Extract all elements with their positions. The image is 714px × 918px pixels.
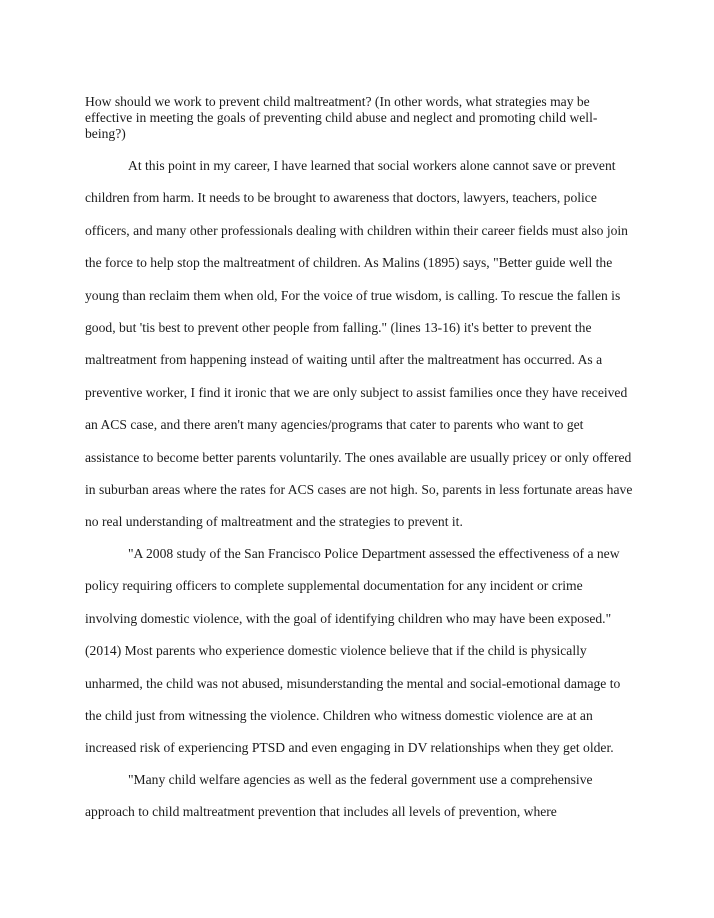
body-paragraph-1: At this point in my career, I have learned that social workers alone cannot save or prevent children from harm. It needs to be brought to awareness that doctors, lawyers, teachers, police officers, and many other professionals dealing with children within their career fields must also join the force to help stop the maltreatment of children. As Malins (1895) says, "Better guide well the young than reclaim them when old, For the voice of true wisdom, is calling. To rescue the fallen is good, but 'tis best to prevent other people from falling." (lines 13-16) it's better to prevent the maltreatment from happening instead of waiting until after the maltreatment has occurred. As a preventive worker, I find it ironic that we are only subject to assist families once they have received an ACS case, and there aren't many agencies/programs that cater to parents who want to get assistance to become better parents voluntarily. The ones available are usually pricey or only offered in suburban areas where the rates for ACS cases are not high. So, parents in less fortunate areas have no real understanding of maltreatment and the strategies to prevent it. bbox=[85, 158, 633, 530]
body-paragraph-3: "Many child welfare agencies as well as the federal government use a comprehensive approach to child maltreatment prevention that includes all levels of prevention, where bbox=[85, 772, 593, 820]
body-paragraph-2: "A 2008 study of the San Francisco Police Department assessed the effectiveness of a new policy requiring officers to complete supplemental documentation for any incident or crime involving domestic violence, with the goal of identifying children who may have been exposed." (2014) Most parents who experience domestic violence believe that if the child is physically unharmed, the child was not abused, misunderstanding the mental and social-emotional damage to the child just from witnessing the violence. Children who witness domestic violence are at an increased risk of experiencing PTSD and even engaging in DV relationships when they get older. bbox=[85, 546, 621, 756]
essay-prompt: How should we work to prevent child maltreatment? (In other words, what strategies may be effective in meeting the goals of preventing child abuse and neglect and promoting child well-being?) bbox=[85, 94, 598, 141]
